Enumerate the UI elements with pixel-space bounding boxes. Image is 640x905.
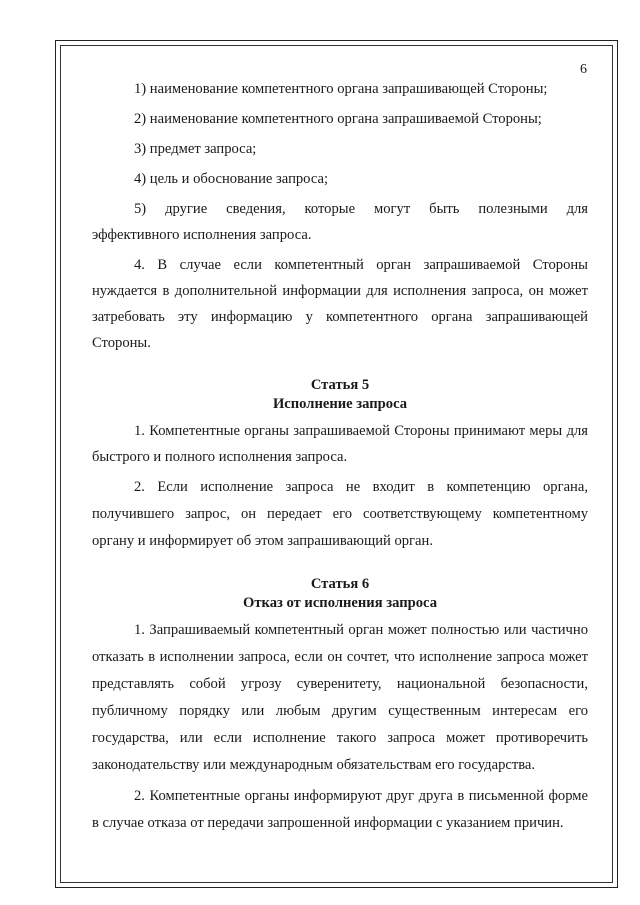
article-title: Статья 6: [310, 576, 370, 592]
article-subtitle: Отказ от исполнения запроса: [242, 595, 437, 611]
list-item: 2) наименование компетентного органа запрашиваемой Стороны;: [134, 111, 542, 127]
article-title: Статья 5: [310, 377, 370, 393]
paragraph: 1. Запрашиваемый компетентный орган может полностью или частично отказать в исполнении запроса, если он сочтет, что исполнение запроса может представлять собой угрозу суверенитету, национальной безопасности, публичному порядку или любым другим существенным интересам его государства, или если исполнение такого запроса может противоречить законодательству или международным обязательствам его государства.: [92, 622, 588, 773]
paragraph: 1. Компетентные органы запрашиваемой Стороны принимают меры для быстрого и полного исполнения запроса.: [92, 423, 588, 465]
list-item: 4) цель и обоснование запроса;: [134, 171, 329, 187]
list-item: 3) предмет запроса;: [134, 141, 257, 157]
document-body: [92, 76, 588, 837]
paragraph: 4. В случае если компетентный орган запрашиваемой Стороны нуждается в дополнительной информации для исполнения запроса, он может затребовать эту информацию у компетентного органа запрашивающей Стороны.: [92, 257, 588, 351]
page-number: 6: [580, 62, 587, 77]
article-subtitle: Исполнение запроса: [272, 396, 408, 412]
paragraph: 2. Если исполнение запроса не входит в компетенцию органа, получившего запрос, он передает его соответствующему компетентному органу и информирует об этом запрашивающий орган.: [92, 479, 588, 549]
paragraph: 2. Компетентные органы информируют друг друга в письменной форме в случае отказа от передачи запрошенной информации с указанием причин.: [92, 788, 588, 831]
list-item-continuation: эффективного исполнения запроса.: [92, 227, 312, 243]
list-item: 5) другие сведения, которые могут быть полезными для: [134, 201, 588, 217]
list-item: 1) наименование компетентного органа запрашивающей Стороны;: [134, 81, 548, 97]
